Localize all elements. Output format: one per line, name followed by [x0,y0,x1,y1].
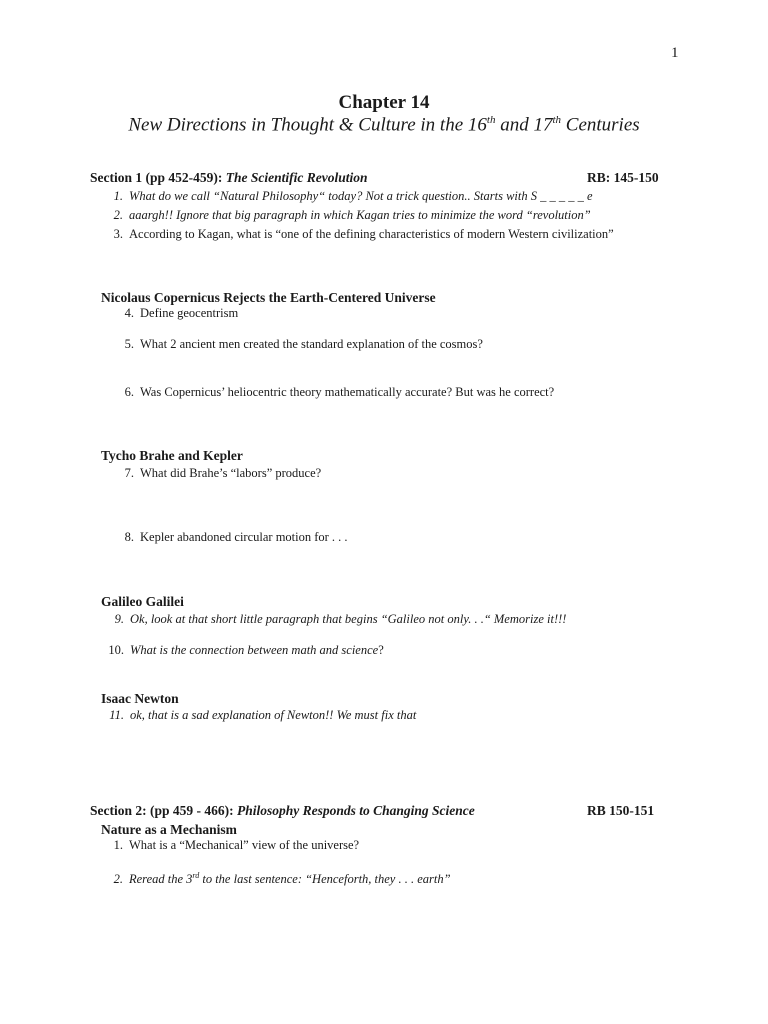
question-11: 11. ok, that is a sad explanation of Newton!! We must fix that [109,708,417,722]
mechanism-heading: Nature as a Mechanism [101,822,237,837]
question-6: 6. Was Copernicus’ heliocentric theory mathematically accurate? But was he correct? [124,385,555,399]
question-10: 10. What is the connection between math and science? [108,643,384,657]
section-1-rb: RB: 145-150 [587,170,659,185]
question-8: 8. Kepler abandoned circular motion for . . . [124,530,348,544]
question-4: 4. Define geocentrism [124,306,239,320]
newton-heading: Isaac Newton [101,691,179,706]
question-1: 1. What do we call “Natural Philosophy“ today? Not a trick question.. Starts with S _ _ _ _ _ e [113,189,593,203]
brahe-heading: Tycho Brahe and Kepler [101,448,243,463]
section-2-heading: Section 2: (pp 459 - 466): Philosophy Responds to Changing Science [90,803,475,818]
question-2: 2. aaargh!! Ignore that big paragraph in which Kagan tries to minimize the word “revolution” [113,208,591,222]
page-number: 1 [671,45,679,61]
section-2-question-1: 1. What is a “Mechanical” view of the universe? [113,838,360,852]
question-7: 7. What did Brahe’s “labors” produce? [124,466,322,480]
copernicus-heading: Nicolaus Copernicus Rejects the Earth-Centered Universe [101,290,436,305]
galileo-heading: Galileo Galilei [101,594,184,609]
chapter-subtitle: New Directions in Thought & Culture in the 16th and 17th Centuries [128,114,640,136]
section-2-rb: RB 150-151 [587,803,655,818]
section-2-question-2: 2. Reread the 3rd to the last sentence: “Henceforth, they . . . earth” [113,871,451,887]
chapter-title: Chapter 14 [338,92,430,113]
question-9: 9. Ok, look at that short little paragraph that begins “Galileo not only. . .“ Memorize it!!! [114,612,567,626]
section-1-heading: Section 1 (pp 452-459): The Scientific Revolution [90,170,368,185]
question-5: 5. What 2 ancient men created the standard explanation of the cosmos? [124,337,483,351]
question-3: 3. According to Kagan, what is “one of the defining characteristics of modern Western civilization” [113,227,614,241]
